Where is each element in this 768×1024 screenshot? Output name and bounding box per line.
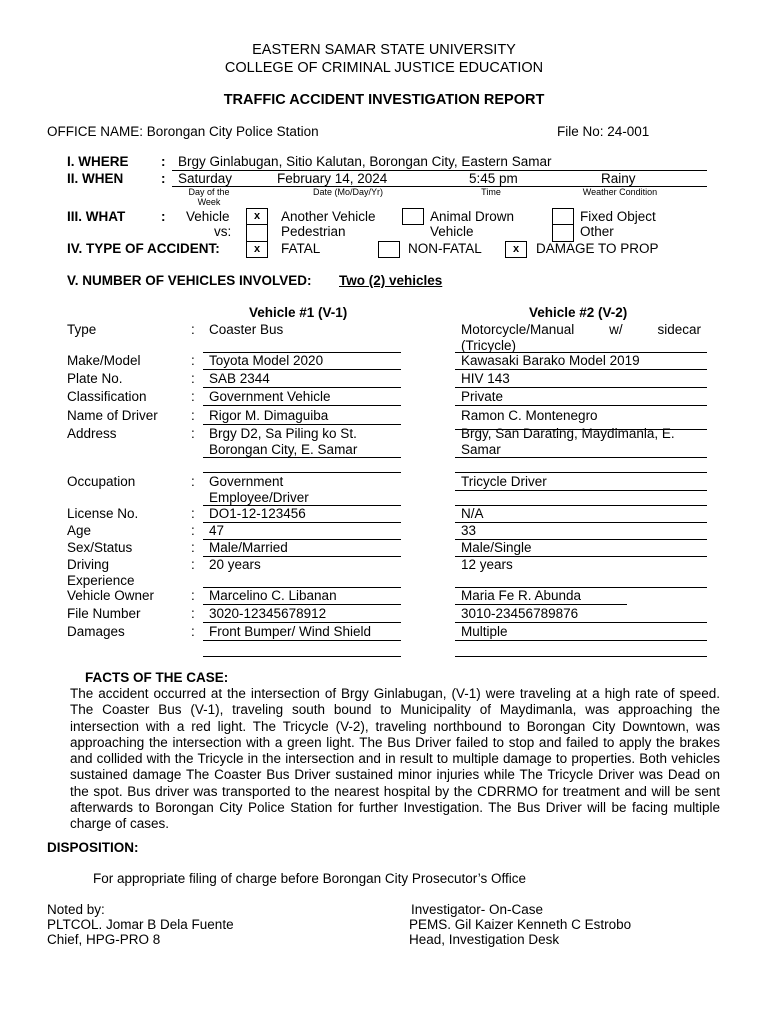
v1-experience: 20 years [209,557,261,572]
divider [455,622,707,623]
v1-type: Coaster Bus [209,322,284,337]
colon: : [161,154,166,169]
v2-driver: Ramon C. Montenegro [461,408,598,423]
when-time: 5:45 pm [469,171,518,186]
v1-make: Toyota Model 2020 [209,353,324,368]
v2-make: Kawasaki Barako Model 2019 [461,353,640,368]
v1-sex-status: Male/Married [209,540,288,555]
divider [455,472,707,473]
divider [203,369,401,370]
fatal-checkbox[interactable]: x [246,241,268,258]
v1-driver: Rigor M. Dimaguiba [209,408,329,423]
row-label: Make/Model [67,353,141,368]
divider [455,505,707,506]
facts-heading: FACTS OF THE CASE: [85,670,229,685]
v1-address: Brgy D2, Sa Piling ko St. Borongan City, E. Samar [209,426,358,457]
opt-another-vehicle: Another Vehicle [281,209,376,224]
time-caption: Time [481,187,501,197]
facts-text: The accident occurred at the intersection of Brgy Ginlabugan, (V-1) were traveling at a high rate of speed. The Coaster Bus (V-1), traveling south bound to Municipality of Maydimanla, was approaching the intersection with a red light. The Tricycle (V-2), traveling northbound to Borongan City Downtown, was approaching the intersection with a green light. The Bus Driver failed to stop and failed to apply the brakes and collided with the Tricycle in the intersection and in result to multiple damage to properties. Both vehicles sustained damage The Coaster Bus Driver sustained minor injuries while The Tricycle Driver was Dead on the spot. Bus driver was transported to the nearest hospital by the CDRRMO for treatment and will be sent afterwards to Borongan City Police Station for further Investigation. The Bus Driver will be facing multiple charge of cases. [70,686,720,832]
row-label: License No. [67,506,139,521]
weather-caption: Weather Condition [582,187,658,197]
v2-age: 33 [461,523,477,538]
divider [455,640,707,641]
when-label: II. WHEN [67,171,124,186]
opt-non-fatal: NON-FATAL [408,241,482,256]
row-label: Occupation [67,474,136,489]
v2-address: Brgy, San Darating, Maydimanla, E. Samar [461,426,675,457]
vehicles-involved-value: Two (2) vehicles [339,273,443,288]
vehicles-involved-label: V. NUMBER OF VEHICLES INVOLVED: [67,273,312,288]
where-label: I. WHERE [67,154,129,169]
noted-by-label: Noted by: [47,902,105,917]
office-name: OFFICE NAME: Borongan City Police Station [47,124,319,139]
v1-file-number: 3020-12345678912 [209,606,327,621]
row-label: Address [67,426,117,441]
disposition-heading: DISPOSITION: [47,840,139,855]
v2-license: N/A [461,506,484,521]
divider [203,405,401,406]
noted-by-position: Chief, HPG-PRO 8 [47,932,161,947]
what-vs: vs: [214,224,232,239]
row-label: Damages [67,624,125,639]
what-vehicle: Vehicle [186,209,230,224]
type-label: IV. TYPE OF ACCIDENT: [67,241,220,256]
divider [455,490,707,491]
day-caption: Day of the Week [188,187,230,207]
disposition-text: For appropriate filing of charge before Borongan City Prosecutor’s Office [93,871,526,886]
v1-license: DO1-12-123456 [209,506,306,521]
v2-experience: 12 years [461,557,513,572]
v1-class: Government Vehicle [209,389,331,404]
row-label: Sex/Status [67,540,133,555]
when-date: February 14, 2024 [277,171,388,186]
row-label: Driving Experience [67,557,135,588]
when-weather: Rainy [601,171,636,186]
when-day: Saturday [178,171,233,186]
divider [455,387,707,388]
vehicle-1-header: Vehicle #1 (V-1) [249,305,348,320]
pedestrian-checkbox[interactable] [246,225,268,242]
v1-owner: Marcelino C. Libanan [209,588,337,603]
divider [203,604,401,605]
divider [455,352,707,353]
investigator-position: Head, Investigation Desk [409,932,560,947]
v2-type: Motorcycle/Manual w/ sidecar (Tricycle) [461,322,701,353]
v2-class: Private [461,389,504,404]
divider [203,352,401,353]
university-name: EASTERN SAMAR STATE UNIVERSITY [252,42,516,58]
divider [203,656,401,657]
opt-other: Other [580,224,614,239]
v1-occupation: Government Employee/Driver [209,474,309,505]
divider [455,522,707,523]
vehicle-2-header: Vehicle #2 (V-2) [529,305,628,320]
another-vehicle-checkbox[interactable]: x [246,208,268,225]
row-label: Type [67,322,97,337]
divider [455,369,707,370]
v1-age: 47 [209,523,225,538]
row-label: Classification [67,389,147,404]
report-title: TRAFFIC ACCIDENT INVESTIGATION REPORT [223,92,545,108]
row-label: Age [67,523,92,538]
opt-fatal: FATAL [281,241,321,256]
what-label: III. WHAT [67,209,126,224]
v1-plate: SAB 2344 [209,371,270,386]
row-label: Plate No. [67,371,123,386]
opt-animal-drawn: Animal Drown [430,209,515,224]
v1-damages: Front Bumper/ Wind Shield [209,624,372,639]
v2-damages: Multiple [461,624,508,639]
row-label: Name of Driver [67,408,158,423]
v2-sex-status: Male/Single [461,540,532,555]
row-label: File Number [67,606,141,621]
divider [203,387,401,388]
v2-file-number: 3010-23456789876 [461,606,579,621]
colon: : [161,209,166,224]
divider [203,457,401,458]
colon: : [161,171,166,186]
v2-owner: Maria Fe R. Abunda [461,588,582,603]
divider [203,622,401,623]
opt-pedestrian: Pedestrian [281,224,346,239]
opt-animal-drawn-vehicle: Vehicle [430,224,474,239]
divider [203,522,401,523]
divider [203,640,401,641]
college-name: COLLEGE OF CRIMINAL JUSTICE EDUCATION [224,60,544,76]
divider [203,472,401,473]
non-fatal-checkbox[interactable] [378,241,400,258]
investigator-label: Investigator- On-Case [411,902,544,917]
date-caption: Date (Mo/Day/Yr) [312,187,383,197]
fixed-object-checkbox[interactable] [552,208,574,225]
row-label: Vehicle Owner [67,588,155,603]
other-checkbox[interactable] [552,225,574,242]
divider [203,424,401,425]
investigator-name: PEMS. Gil Kaizer Kenneth C Estrobo [409,917,632,932]
divider [455,656,707,657]
file-number: File No: 24-001 [557,124,650,139]
v2-occupation: Tricycle Driver [461,474,547,489]
divider [455,604,627,605]
opt-damage: DAMAGE TO PROP [536,241,659,256]
damage-checkbox[interactable]: x [505,241,527,258]
noted-by-name: PLTCOL. Jomar B Dela Fuente [47,917,234,932]
divider [455,405,707,406]
where-value: Brgy Ginlabugan, Sitio Kalutan, Borongan City, Eastern Samar [178,154,552,169]
divider [455,457,707,458]
v2-plate: HIV 143 [461,371,510,386]
animal-drawn-checkbox[interactable] [402,208,424,225]
opt-fixed-object: Fixed Object [580,209,656,224]
